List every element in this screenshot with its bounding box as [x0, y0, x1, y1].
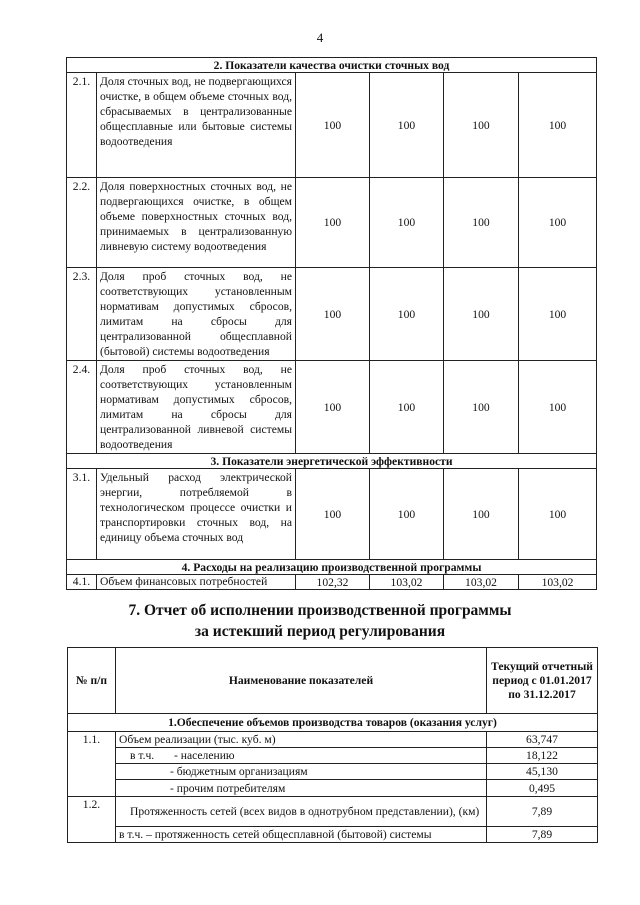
value-cell: 100: [296, 361, 370, 454]
value-cell: 100: [296, 73, 370, 178]
value-cell: 100: [444, 469, 519, 560]
row-label: Протяженность сетей (всех видов в однотрубном представлении), (км): [116, 797, 487, 827]
section-title-expenses: 4. Расходы на реализацию производственной программы: [67, 560, 597, 575]
value-cell: 103,02: [444, 575, 519, 590]
value-cell: 100: [444, 178, 519, 268]
value-cell: 63,747: [487, 732, 598, 748]
row-number: 1.2.: [68, 797, 116, 827]
value-cell: 100: [370, 73, 444, 178]
table-row: [68, 797, 598, 827]
table-row: [68, 732, 598, 748]
value-cell: 100: [296, 268, 370, 361]
value-cell: 100: [370, 469, 444, 560]
table-row: [67, 268, 597, 361]
value-cell: 100: [519, 361, 597, 454]
section-title-energy: 3. Показатели энергетической эффективности: [67, 454, 597, 469]
value-cell: 100: [519, 469, 597, 560]
row-label: [116, 748, 487, 764]
table-row: [67, 73, 597, 178]
value-cell: 100: [296, 469, 370, 560]
value-cell: 100: [370, 361, 444, 454]
row-description: Доля проб сточных вод, не соответствующих установленным нормативам допустимых сбросов, лимитам на сбросы для централизованной общесплавной (бытовой) системы водоотведения: [97, 268, 296, 361]
value-cell: 0,495: [487, 780, 598, 797]
value-cell: 100: [519, 268, 597, 361]
program-report-table: [67, 647, 598, 843]
value-cell: 102,32: [296, 575, 370, 590]
heading-line-2: за истекший период регулирования: [194, 623, 446, 640]
row-description: Доля проб сточных вод, не соответствующих установленным нормативам допустимых сбросов, лимитам на сбросы для централизованной ливневой системы водоотведения: [97, 361, 296, 454]
row-description: Доля поверхностных сточных вод, не подвергающихся очистке, в общем объеме поверхностных сточных вод, принимаемых в централизованную ливневую систему водоотведения: [97, 178, 296, 268]
value-cell: 18,122: [487, 748, 598, 764]
row-number: 2.1.: [67, 73, 97, 178]
row-description: Удельный расход электрической энергии, потребляемой в технологическом процессе очистки и транспортировки сточных вод, на единицу объема сточных вод: [97, 469, 296, 560]
row-label-text: - населению: [174, 749, 235, 762]
value-cell: 45,130: [487, 764, 598, 780]
row-number: 3.1.: [67, 469, 97, 560]
value-cell: 100: [519, 178, 597, 268]
value-cell: 100: [444, 73, 519, 178]
row-number: 2.3.: [67, 268, 97, 361]
row-label-prefix: в т.ч.: [130, 749, 155, 762]
value-cell: 7,89: [487, 827, 598, 843]
quality-indicators-table: [66, 57, 597, 590]
row-number: 2.4.: [67, 361, 97, 454]
value-cell: 103,02: [519, 575, 597, 590]
table-row: [67, 469, 597, 560]
row-label: Объем реализации (тыс. куб. м): [116, 732, 487, 748]
column-header-name: Наименование показателей: [116, 648, 487, 714]
value-cell: 100: [444, 361, 519, 454]
table-row: [68, 748, 598, 764]
value-cell: 7,89: [487, 797, 598, 827]
row-description: Объем финансовых потребностей: [97, 575, 296, 590]
row-label: - бюджетным организациям: [116, 764, 487, 780]
heading-line-1: 7. Отчет об исполнении производственной программы: [128, 602, 512, 619]
row-number: 2.2.: [67, 178, 97, 268]
value-cell: 100: [370, 178, 444, 268]
table-row: [68, 827, 598, 843]
report-heading: [0, 600, 640, 642]
table-row: [67, 361, 597, 454]
page-number: 4: [316, 30, 324, 45]
section-title-quality: 2. Показатели качества очистки сточных вод: [67, 58, 597, 73]
row-number: 4.1.: [67, 575, 97, 590]
column-header-number: № п/п: [68, 648, 116, 714]
value-cell: 100: [296, 178, 370, 268]
table-row: [67, 178, 597, 268]
table-row: [67, 575, 597, 590]
row-number: 1.1.: [68, 732, 116, 748]
table-row: [68, 780, 598, 797]
row-label: - прочим потребителям: [116, 780, 487, 797]
row-description: Доля сточных вод, не подвергающихся очистке, в общем объеме сточных вод, сбрасываемых в централизованные общесплавные или бытовые системы водоотведения: [97, 73, 296, 178]
column-header-period: Текущий отчетный период с 01.01.2017 по 31.12.2017: [487, 648, 598, 714]
value-cell: 100: [519, 73, 597, 178]
table-row: [68, 764, 598, 780]
value-cell: 100: [444, 268, 519, 361]
header-row: [68, 648, 598, 714]
value-cell: 103,02: [370, 575, 444, 590]
section-title-volumes: 1.Обеспечение объемов производства товаров (оказания услуг): [68, 714, 598, 732]
row-label: в т.ч. – протяженность сетей общесплавной (бытовой) системы: [116, 827, 487, 843]
value-cell: 100: [370, 268, 444, 361]
